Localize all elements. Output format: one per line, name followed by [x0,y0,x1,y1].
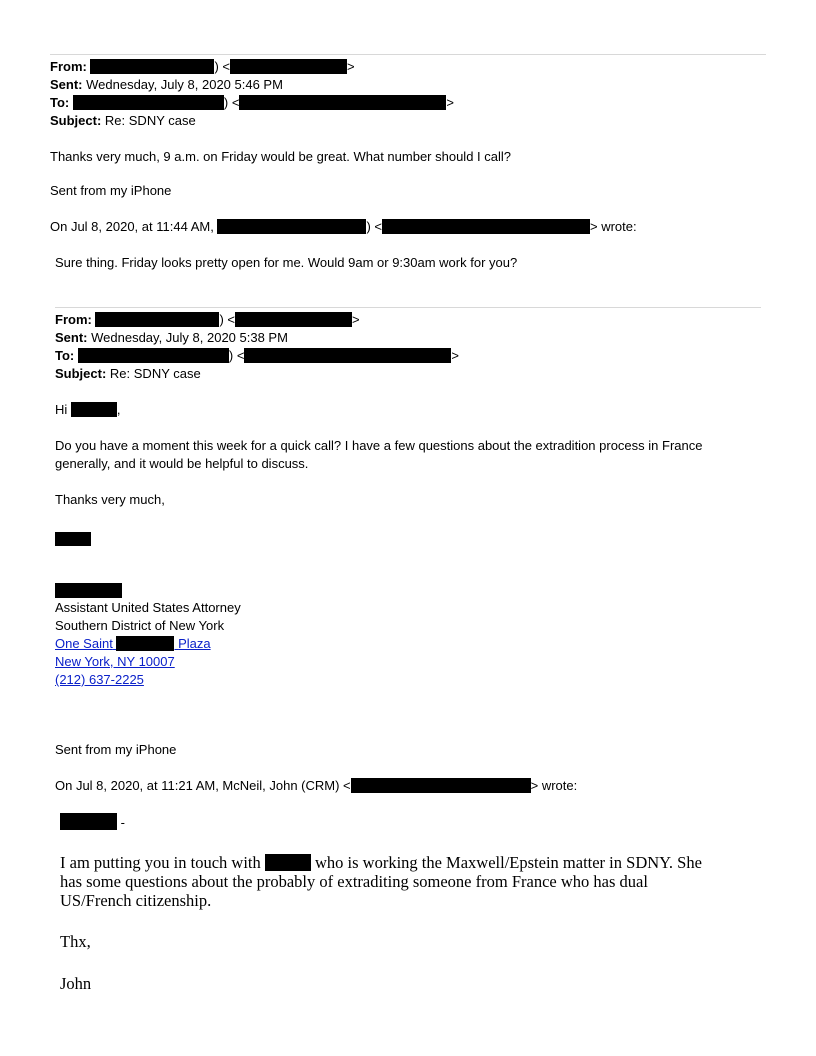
signature-city-link[interactable]: New York, NY 10007 [55,654,175,669]
bracket-text: > [451,348,460,363]
sent-label: Sent: [55,330,88,345]
signature-name-redaction [55,582,122,600]
message-body: Thanks very much, 9 a.m. on Friday would be great. What number should I call? [50,149,511,164]
quoted-body-line: US/French citizenship. [60,891,212,910]
redaction [244,348,451,363]
subject-label: Subject: [50,113,102,128]
subject-label: Subject: [55,366,107,381]
separator-line [50,54,766,55]
bracket-text: > [352,312,360,327]
redaction [71,402,117,417]
quoted-sender-name: John [60,974,92,993]
subject-value: Re: SDNY case [104,113,196,128]
closing: Thanks very much, [55,492,165,507]
message-body-line: generally, and it would be helpful to discuss. [55,456,309,471]
redaction [60,813,117,830]
redaction [78,348,229,363]
to-line [50,94,454,112]
bracket-text: > [446,95,455,110]
from-label: From: [55,312,92,327]
separator-line [55,307,761,308]
signature-address-link[interactable]: One Saint Plaza [55,636,211,651]
subject-value: Re: SDNY case [109,366,201,381]
message-body-line: Do you have a moment this week for a quick call? I have a few questions about the extradition process in France [55,438,703,453]
redaction [90,59,214,74]
redaction [230,59,347,74]
to-line [55,347,459,365]
quoted-thanks: Thx, [60,932,91,951]
from-label: From: [50,59,87,74]
bracket-text: ) < [219,312,236,327]
sent-line [50,76,283,94]
from-line [55,311,360,329]
bracket-text: > [347,59,355,74]
signature-phone-link[interactable]: (212) 637-2225 [55,672,144,687]
bracket-text: ) < [223,95,240,110]
quoted-body-line: has some questions about the probably of extraditing someone from France who has dual [60,872,648,891]
subject-line [50,112,196,130]
sent-value: Wednesday, July 8, 2020 5:46 PM [86,77,283,92]
redaction [382,219,590,234]
quoted-reply: Sure thing. Friday looks pretty open for me. Would 9am or 9:30am work for you? [55,255,518,270]
bracket-text: ) < [228,348,245,363]
redaction [351,778,531,793]
redaction [265,854,311,871]
redaction [239,95,446,110]
quote-header: On Jul 8, 2020, at 11:44 AM, ) < > wrote: [50,219,637,234]
redaction [217,219,366,234]
to-label: To: [55,348,75,363]
greeting: Hi , [55,402,121,417]
redaction [235,312,352,327]
signature-title: Assistant United States Attorney [55,600,241,615]
redaction [95,312,219,327]
quote-suffix: wrote: [601,219,637,234]
sent-line [55,329,288,347]
quoted-body-line: I am putting you in touch with who is working the Maxwell/Epstein matter in SDNY. She [60,853,702,872]
to-label: To: [50,95,70,110]
redaction [73,95,224,110]
quote-header [55,777,577,795]
quote-suffix: > wrote: [530,778,578,793]
mobile-signature: Sent from my iPhone [55,742,177,757]
bracket-text: ) < [214,59,231,74]
signature-initials-redaction [55,530,91,548]
bracket-text: ) < [366,219,382,234]
quote-prefix: On Jul 8, 2020, at 11:44 AM, [50,219,214,234]
sent-value: Wednesday, July 8, 2020 5:38 PM [91,330,288,345]
subject-line [55,365,201,383]
from-line [50,58,355,76]
quoted-salutation: - [60,813,125,832]
mobile-signature: Sent from my iPhone [50,183,172,198]
quote-prefix: On Jul 8, 2020, at 11:21 AM, McNeil, John (CRM) < [55,778,351,793]
redaction [116,636,174,651]
sent-label: Sent: [50,77,83,92]
signature-office: Southern District of New York [55,618,225,633]
